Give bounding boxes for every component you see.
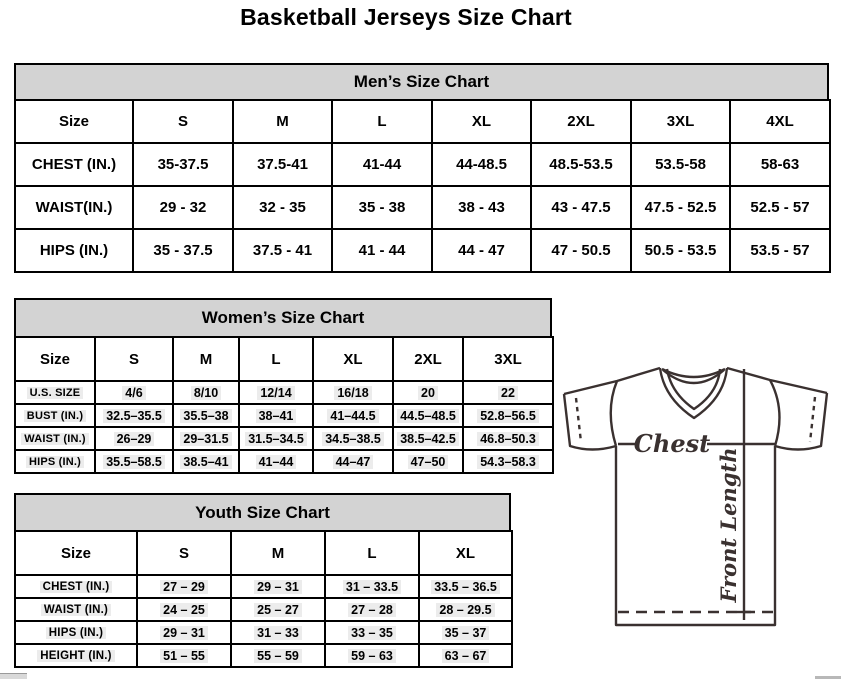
size-cell — [231, 575, 325, 598]
size-cell — [393, 404, 463, 427]
row-label — [15, 381, 95, 404]
cell-text: 25 – 27 — [254, 603, 302, 617]
size-cell — [95, 427, 173, 450]
mens-size-chart-section — [14, 63, 831, 273]
cell-text: 33.5 – 36.5 — [431, 580, 500, 594]
size-column-header: XL — [313, 337, 393, 381]
youth-size-table — [14, 530, 513, 668]
cell-text: HIPS (IN.) — [46, 627, 106, 639]
size-column-header: S — [95, 337, 173, 381]
cell-text: 29–31.5 — [180, 432, 231, 446]
size-cell: 47.5 - 52.5 — [631, 186, 730, 229]
row-label: CHEST (IN.) — [15, 143, 133, 186]
size-cell — [239, 404, 313, 427]
column-header-row — [15, 337, 553, 381]
cell-text: 28 – 29.5 — [436, 603, 494, 617]
size-header: Size — [15, 337, 95, 381]
size-column-header: XL — [419, 531, 512, 575]
size-cell — [239, 450, 313, 473]
size-cell — [173, 427, 239, 450]
cell-text: U.S. SIZE — [27, 387, 84, 399]
size-cell: 44 - 47 — [432, 229, 531, 272]
size-cell: 50.5 - 53.5 — [631, 229, 730, 272]
row-label — [15, 575, 137, 598]
cell-text: 8/10 — [191, 386, 221, 400]
size-column-header: L — [332, 100, 432, 143]
size-cell: 53.5-58 — [631, 143, 730, 186]
cell-text: 31 – 33 — [254, 626, 302, 640]
size-header: Size — [15, 100, 133, 143]
size-cell: 37.5-41 — [233, 143, 332, 186]
size-column-header: 2XL — [393, 337, 463, 381]
size-cell: 41-44 — [332, 143, 432, 186]
cell-text: 31.5–34.5 — [245, 432, 307, 446]
size-column-header: 2XL — [531, 100, 631, 143]
cell-text: BUST (IN.) — [24, 410, 86, 422]
cell-text: 44.5–48.5 — [397, 409, 459, 423]
measurement-row — [15, 644, 512, 667]
size-header: Size — [15, 531, 137, 575]
row-label — [15, 427, 95, 450]
cell-text: 20 — [418, 386, 438, 400]
cell-text: 27 – 29 — [160, 580, 208, 594]
womens-size-table — [14, 336, 554, 474]
size-cell — [419, 621, 512, 644]
measurement-row — [15, 598, 512, 621]
right-cuff-stitch-line — [810, 397, 815, 442]
measurement-row — [15, 575, 512, 598]
cell-text: HIPS (IN.) — [26, 456, 84, 468]
size-cell — [463, 381, 553, 404]
womens-size-chart-section — [14, 298, 554, 474]
youth-chart-header: Youth Size Chart — [14, 493, 511, 532]
jersey-outline-icon — [564, 368, 827, 625]
size-cell — [463, 427, 553, 450]
mens-chart-header: Men’s Size Chart — [14, 63, 829, 101]
measurement-row — [15, 186, 830, 229]
cell-text: 47–50 — [408, 455, 449, 469]
size-cell — [173, 404, 239, 427]
front-length-label: Front Length — [716, 447, 741, 603]
cell-text: 35 – 37 — [442, 626, 490, 640]
cell-text: 29 – 31 — [254, 580, 302, 594]
page-title: Basketball Jerseys Size Chart — [240, 4, 572, 30]
size-column-header: S — [137, 531, 231, 575]
size-cell: 44-48.5 — [432, 143, 531, 186]
size-cell — [239, 427, 313, 450]
size-cell — [393, 427, 463, 450]
chest-label: Chest — [633, 429, 711, 458]
size-cell: 29 - 32 — [133, 186, 233, 229]
youth-size-chart-section — [14, 493, 513, 668]
cell-text: 63 – 67 — [442, 649, 490, 663]
row-label: WAIST(IN.) — [15, 186, 133, 229]
size-cell: 41 - 44 — [332, 229, 432, 272]
cell-text: 24 – 25 — [160, 603, 208, 617]
cell-text: 46.8–50.3 — [477, 432, 539, 446]
size-cell — [325, 598, 419, 621]
measurement-row — [15, 427, 553, 450]
jersey-measurement-diagram — [552, 360, 842, 632]
cell-text: WAIST (IN.) — [41, 604, 111, 616]
size-cell — [325, 644, 419, 667]
size-cell: 38 - 43 — [432, 186, 531, 229]
size-cell — [463, 404, 553, 427]
cell-text: 29 – 31 — [160, 626, 208, 640]
cell-text: 59 – 63 — [348, 649, 396, 663]
size-column-header: M — [233, 100, 332, 143]
cell-text: CHEST (IN.) — [40, 581, 113, 593]
size-column-header: S — [133, 100, 233, 143]
size-cell — [419, 598, 512, 621]
cell-text: 38–41 — [256, 409, 297, 423]
size-cell — [313, 427, 393, 450]
size-cell — [231, 598, 325, 621]
size-cell: 43 - 47.5 — [531, 186, 631, 229]
cell-text: 54.3–58.3 — [477, 455, 539, 469]
size-column-header: M — [231, 531, 325, 575]
size-cell — [325, 575, 419, 598]
size-column-header: XL — [432, 100, 531, 143]
womens-chart-header: Women’s Size Chart — [14, 298, 552, 338]
size-cell: 35 - 38 — [332, 186, 432, 229]
cell-text: 16/18 — [334, 386, 371, 400]
size-cell — [239, 381, 313, 404]
measurement-row — [15, 404, 553, 427]
size-cell: 47 - 50.5 — [531, 229, 631, 272]
size-cell — [313, 404, 393, 427]
row-label: HIPS (IN.) — [15, 229, 133, 272]
cell-text: 38.5–41 — [180, 455, 231, 469]
size-cell: 35 - 37.5 — [133, 229, 233, 272]
size-cell — [325, 621, 419, 644]
size-cell: 52.5 - 57 — [730, 186, 830, 229]
cell-text: 34.5–38.5 — [322, 432, 384, 446]
size-cell — [231, 621, 325, 644]
cell-text: 41–44.5 — [327, 409, 378, 423]
cell-text: 38.5–42.5 — [397, 432, 459, 446]
size-cell: 37.5 - 41 — [233, 229, 332, 272]
cell-text: 26–29 — [114, 432, 155, 446]
size-column-header: L — [239, 337, 313, 381]
size-cell — [95, 404, 173, 427]
cell-text: 35.5–58.5 — [103, 455, 165, 469]
size-cell — [313, 450, 393, 473]
cell-text: 32.5–35.5 — [103, 409, 165, 423]
cell-text: HEIGHT (IN.) — [37, 650, 114, 662]
cell-text: 4/6 — [122, 386, 145, 400]
size-cell — [393, 450, 463, 473]
cell-text: 33 – 35 — [348, 626, 396, 640]
cell-text: 22 — [498, 386, 518, 400]
row-label — [15, 621, 137, 644]
size-cell: 53.5 - 57 — [730, 229, 830, 272]
measurement-row — [15, 450, 553, 473]
size-column-header: 3XL — [463, 337, 553, 381]
cell-text: 55 – 59 — [254, 649, 302, 663]
size-cell — [313, 381, 393, 404]
size-cell — [393, 381, 463, 404]
size-cell — [137, 644, 231, 667]
column-header-row — [15, 100, 830, 143]
row-label — [15, 404, 95, 427]
size-column-header: M — [173, 337, 239, 381]
size-cell — [463, 450, 553, 473]
left-cuff-stitch-line — [576, 398, 581, 442]
size-cell — [419, 644, 512, 667]
measurement-row — [15, 229, 830, 272]
cell-text: 27 – 28 — [348, 603, 396, 617]
cell-text: 35.5–38 — [180, 409, 231, 423]
cell-text: WAIST (IN.) — [21, 433, 88, 445]
cell-text: 41–44 — [256, 455, 297, 469]
row-label — [15, 644, 137, 667]
size-cell: 32 - 35 — [233, 186, 332, 229]
size-cell: 48.5-53.5 — [531, 143, 631, 186]
size-cell — [173, 450, 239, 473]
row-label — [15, 450, 95, 473]
size-cell — [137, 575, 231, 598]
measurement-row — [15, 143, 830, 186]
cell-text: 44–47 — [333, 455, 374, 469]
scrollbar-fragment-left[interactable] — [0, 673, 27, 679]
size-cell — [231, 644, 325, 667]
size-cell: 58-63 — [730, 143, 830, 186]
cell-text: 52.8–56.5 — [477, 409, 539, 423]
mens-size-table — [14, 99, 831, 273]
cell-text: 51 – 55 — [160, 649, 208, 663]
size-cell — [137, 621, 231, 644]
size-cell — [173, 381, 239, 404]
size-column-header: 3XL — [631, 100, 730, 143]
cell-text: 31 – 33.5 — [343, 580, 401, 594]
size-cell: 35-37.5 — [133, 143, 233, 186]
row-label — [15, 598, 137, 621]
size-cell — [419, 575, 512, 598]
size-column-header: L — [325, 531, 419, 575]
measurement-row — [15, 381, 553, 404]
size-cell — [95, 450, 173, 473]
size-cell — [95, 381, 173, 404]
size-column-header: 4XL — [730, 100, 830, 143]
column-header-row — [15, 531, 512, 575]
cell-text: 12/14 — [257, 386, 294, 400]
measurement-row — [15, 621, 512, 644]
size-cell — [137, 598, 231, 621]
